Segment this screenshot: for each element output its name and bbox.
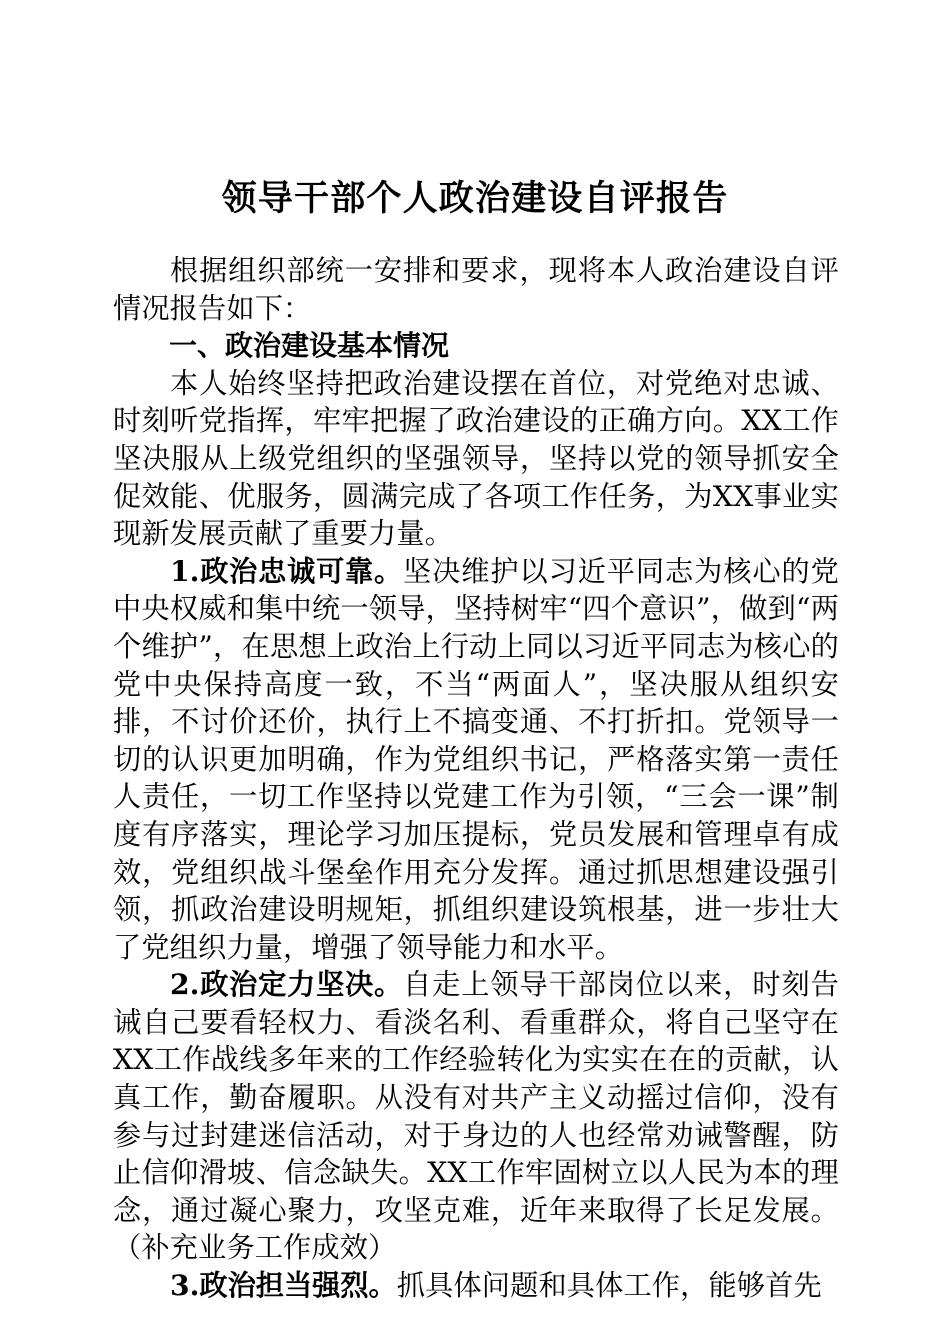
paragraph-intro: 根据组织部统一安排和要求，现将本人政治建设自评情况报告如下： — [113, 254, 839, 325]
paragraph-item-1-lead: 1.政治忠诚可靠。 — [170, 554, 403, 588]
document-title: 领导干部个人政治建设自评报告 — [221, 178, 729, 220]
document-body — [113, 252, 839, 1305]
paragraph-item-2-text: 自走上领导干部岗位以来，时刻告诫自己要看轻权力、看淡名利、看重群众，将自己坚守在XX工作战线多年来的工作经验转化为实实在在的贡献，认真工作，勤奋履职。从没有对共产主义动摇过信仰，没有参与过封建迷信活动，对于身边的人也经常劝诫警醒，防止信仰滑坡、信念缺失。XX工作牢固树立以人民为本的理念，通过凝心聚力，攻坚克难，近年来取得了长足发展。（补充业务工作成效） — [113, 968, 839, 1265]
paragraph-item-2-lead: 2.政治定力坚决。 — [170, 968, 403, 1002]
paragraph-item-1-text: 坚决维护以习近平同志为核心的党中央权威和集中统一领导，坚持树牢“四个意识”，做到“两个维护”，在思想上政治上行动上同以习近平同志为核心的党中央保持高度一致，不当“两面人”，坚决服从组织安排，不讨价还价，执行上不搞变通、不打折扣。党领导一切的认识更加明确，作为党组织书记，严格落实第一责任人责任，一切工作坚持以党建工作为引领，“三会一课”制度有序落实，理论学习加压提标，党员发展和管理卓有成效，党组织战斗堡垒作用充分发挥。通过抓思想建设强引领，抓政治建设明规矩，抓组织建设筑根基，进一步壮大了党组织力量，增强了领导能力和水平。 — [113, 554, 839, 964]
paragraph-overview: 本人始终坚持把政治建设摆在首位，对党绝对忠诚、时刻听党指挥，牢牢把握了政治建设的正确方向。XX工作坚决服从上级党组织的坚强领导，坚持以党的领导抓安全促效能、优服务，圆满完成了各项工作任务，为XX事业实现新发展贡献了重要力量。 — [113, 366, 839, 551]
paragraph-item-3-text: 抓具体问题和具体工作，能够首先 — [396, 1269, 822, 1303]
paragraph-item-2 — [113, 966, 839, 1267]
paragraph-item-3 — [113, 1267, 839, 1305]
paragraph-item-1 — [113, 553, 839, 967]
paragraph-item-3-lead: 3.政治担当强烈。 — [170, 1269, 397, 1303]
section-heading-1: 一、政治建设基本情况 — [169, 329, 450, 363]
